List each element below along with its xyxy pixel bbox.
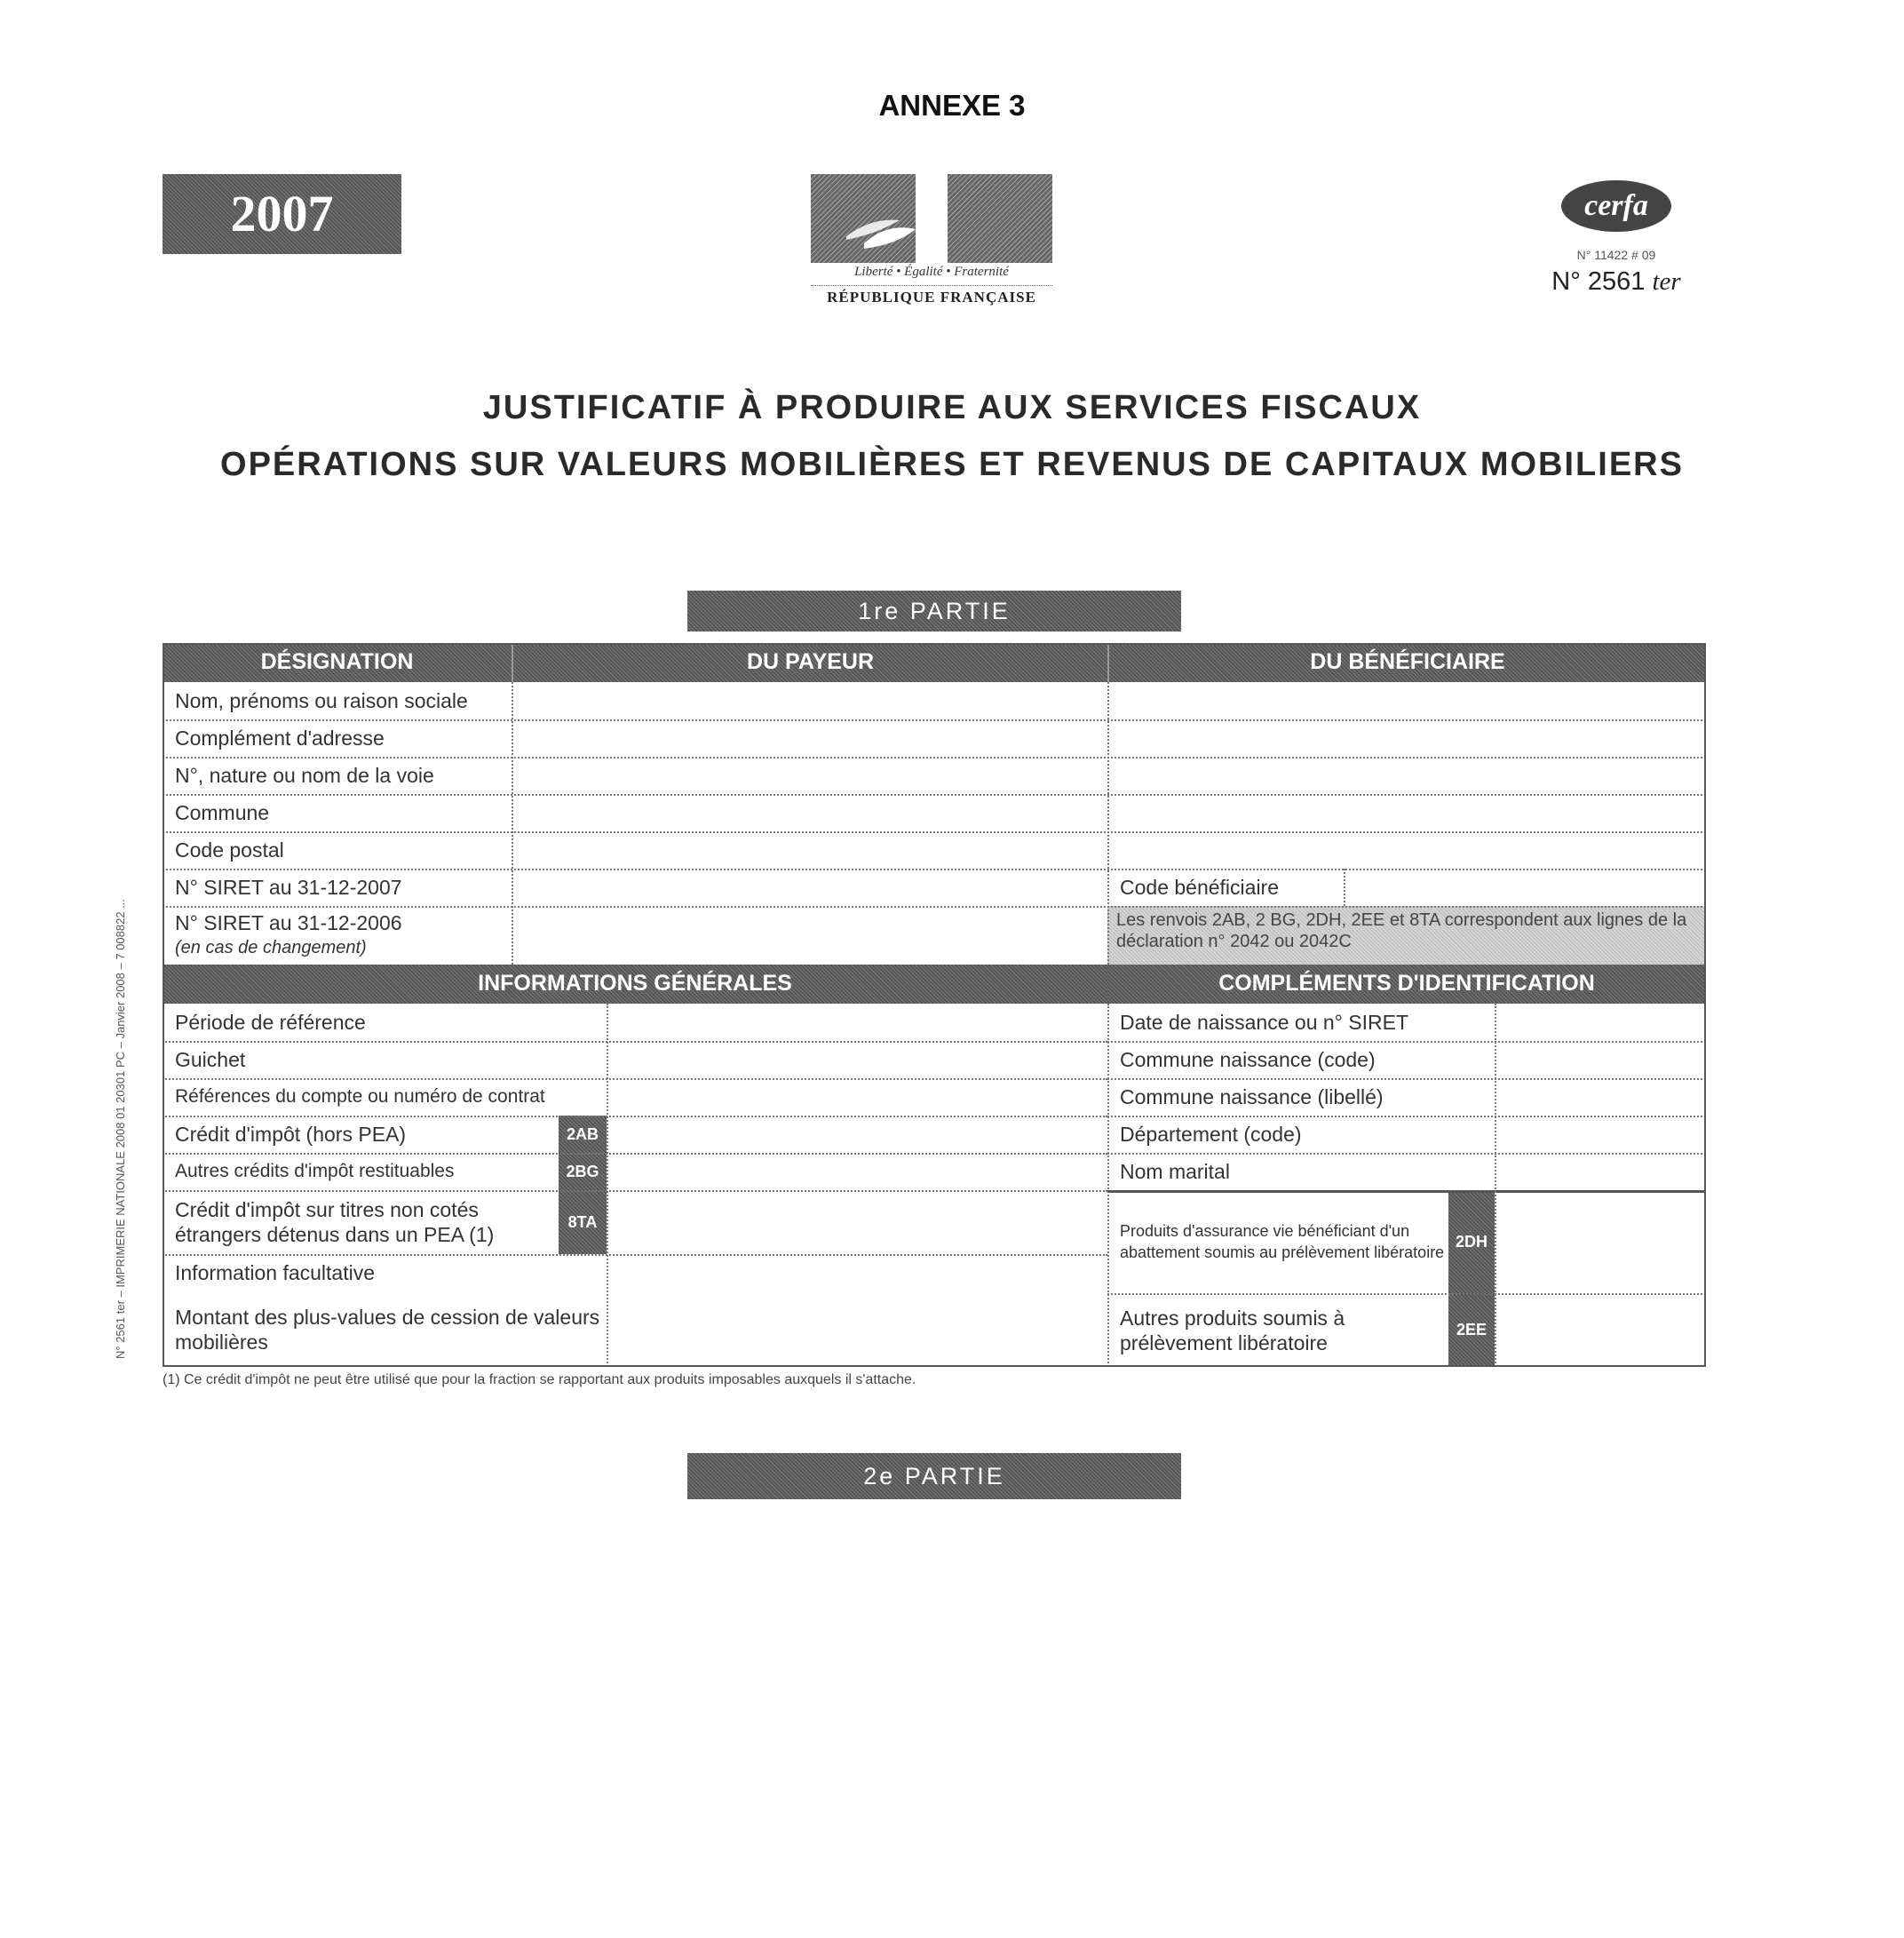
label-commune: Commune <box>175 800 270 824</box>
republic-motto: Liberté • Égalité • Fraternité <box>854 265 1009 279</box>
label-siret-2006-main: N° SIRET au 31-12-2006 <box>175 911 402 934</box>
form-number-suffix: ter <box>1652 267 1681 296</box>
label-commune-code: Commune naissance (code) <box>1120 1047 1376 1071</box>
republique-francaise-label: RÉPUBLIQUE FRANÇAISE <box>827 289 1036 306</box>
renvois-note: Les renvois 2AB, 2 BG, 2DH, 2EE et 8TA correspondent aux lignes de la déclaration n° 2042 ou 2042C <box>1107 906 1706 965</box>
motto-divider <box>811 285 1052 286</box>
label-produits-assurance: Produits d'assurance vie bénéficiant d'un abattement soumis au prélèvement libératoire <box>1120 1222 1445 1261</box>
label-commune-libelle: Commune naissance (libellé) <box>1120 1084 1384 1108</box>
code-2ab-badge: 2AB <box>559 1116 607 1153</box>
header-complements-identification: COMPLÉMENTS D'IDENTIFICATION <box>1107 965 1706 1004</box>
label-credit-titres: Crédit d'impôt sur titres non cotés étrangers détenus dans un PEA (1) <box>175 1198 495 1246</box>
label-date-naissance: Date de naissance ou n° SIRET <box>1120 1010 1408 1034</box>
header-designation: DÉSIGNATION <box>163 643 512 682</box>
main-title-line2: OPÉRATIONS SUR VALEURS MOBILIÈRES ET REVENUS DE CAPITAUX MOBILIERS <box>220 446 1684 483</box>
label-siret-2007: N° SIRET au 31-12-2007 <box>175 875 402 899</box>
partie-2-banner: 2e PARTIE <box>687 1453 1181 1499</box>
header-payeur: DU PAYEUR <box>512 643 1107 682</box>
label-info-facultative: Information facultative <box>175 1260 376 1284</box>
label-periode: Période de référence <box>175 1010 366 1034</box>
label-code-beneficiaire: Code bénéficiaire <box>1120 875 1280 899</box>
code-2dh-badge: 2DH <box>1448 1190 1495 1293</box>
code-2bg-badge: 2BG <box>559 1153 607 1190</box>
side-imprint-text: N° 2561 ter – IMPRIMERIE NATIONALE 2008 01 20301 PC – Janvier 2008 – 7 008822 ... <box>114 898 127 1359</box>
label-voie: N°, nature ou nom de la voie <box>175 763 434 787</box>
footnote: (1) Ce crédit d'impôt ne peut être utilisé que pour la fraction se rapportant aux produits imposables auxquels il s'attache. <box>163 1372 916 1387</box>
label-autres-credits: Autres crédits d'impôt restituables <box>175 1161 455 1181</box>
partie-1-banner: 1re PARTIE <box>687 591 1181 631</box>
code-8ta-badge: 8TA <box>559 1190 607 1254</box>
label-code-postal: Code postal <box>175 838 284 862</box>
form-number-prefix: N° 2561 <box>1551 267 1646 296</box>
label-nom-marital: Nom marital <box>1120 1159 1230 1183</box>
label-montant-plus-values: Montant des plus-values de cession de valeurs mobilières <box>175 1305 600 1354</box>
label-complement: Complément d'adresse <box>175 726 385 750</box>
annexe-heading: ANNEXE 3 <box>878 89 1026 122</box>
marianne-icon <box>811 174 1052 263</box>
main-title-line1: JUSTIFICATIF À PRODUIRE AUX SERVICES FISCAUX <box>482 389 1422 426</box>
label-guichet: Guichet <box>175 1047 246 1071</box>
label-credit-hors-pea: Crédit d'impôt (hors PEA) <box>175 1122 407 1146</box>
year-badge: 2007 <box>163 174 401 254</box>
label-siret-2006-sub: (en cas de changement) <box>175 938 367 957</box>
label-autres-produits: Autres produits soumis à prélèvement libératoire <box>1120 1306 1345 1354</box>
form-table <box>163 643 1706 1367</box>
code-2ee-badge: 2EE <box>1448 1293 1495 1367</box>
label-departement: Département (code) <box>1120 1122 1302 1146</box>
form-number <box>1527 267 1705 297</box>
header-beneficiaire: DU BÉNÉFICIAIRE <box>1107 643 1706 682</box>
cerfa-number: N° 11422 # 09 <box>1576 248 1656 262</box>
table-border <box>163 643 1706 1367</box>
header-informations-generales: INFORMATIONS GÉNÉRALES <box>163 965 1107 1004</box>
label-nom: Nom, prénoms ou raison sociale <box>175 688 468 712</box>
cerfa-logo-text: cerfa <box>1584 189 1648 222</box>
cerfa-block <box>1527 178 1705 311</box>
marianne-logo <box>811 174 1052 316</box>
label-references: Références du compte ou numéro de contrat <box>175 1086 545 1107</box>
cerfa-logo-icon <box>1559 178 1674 234</box>
